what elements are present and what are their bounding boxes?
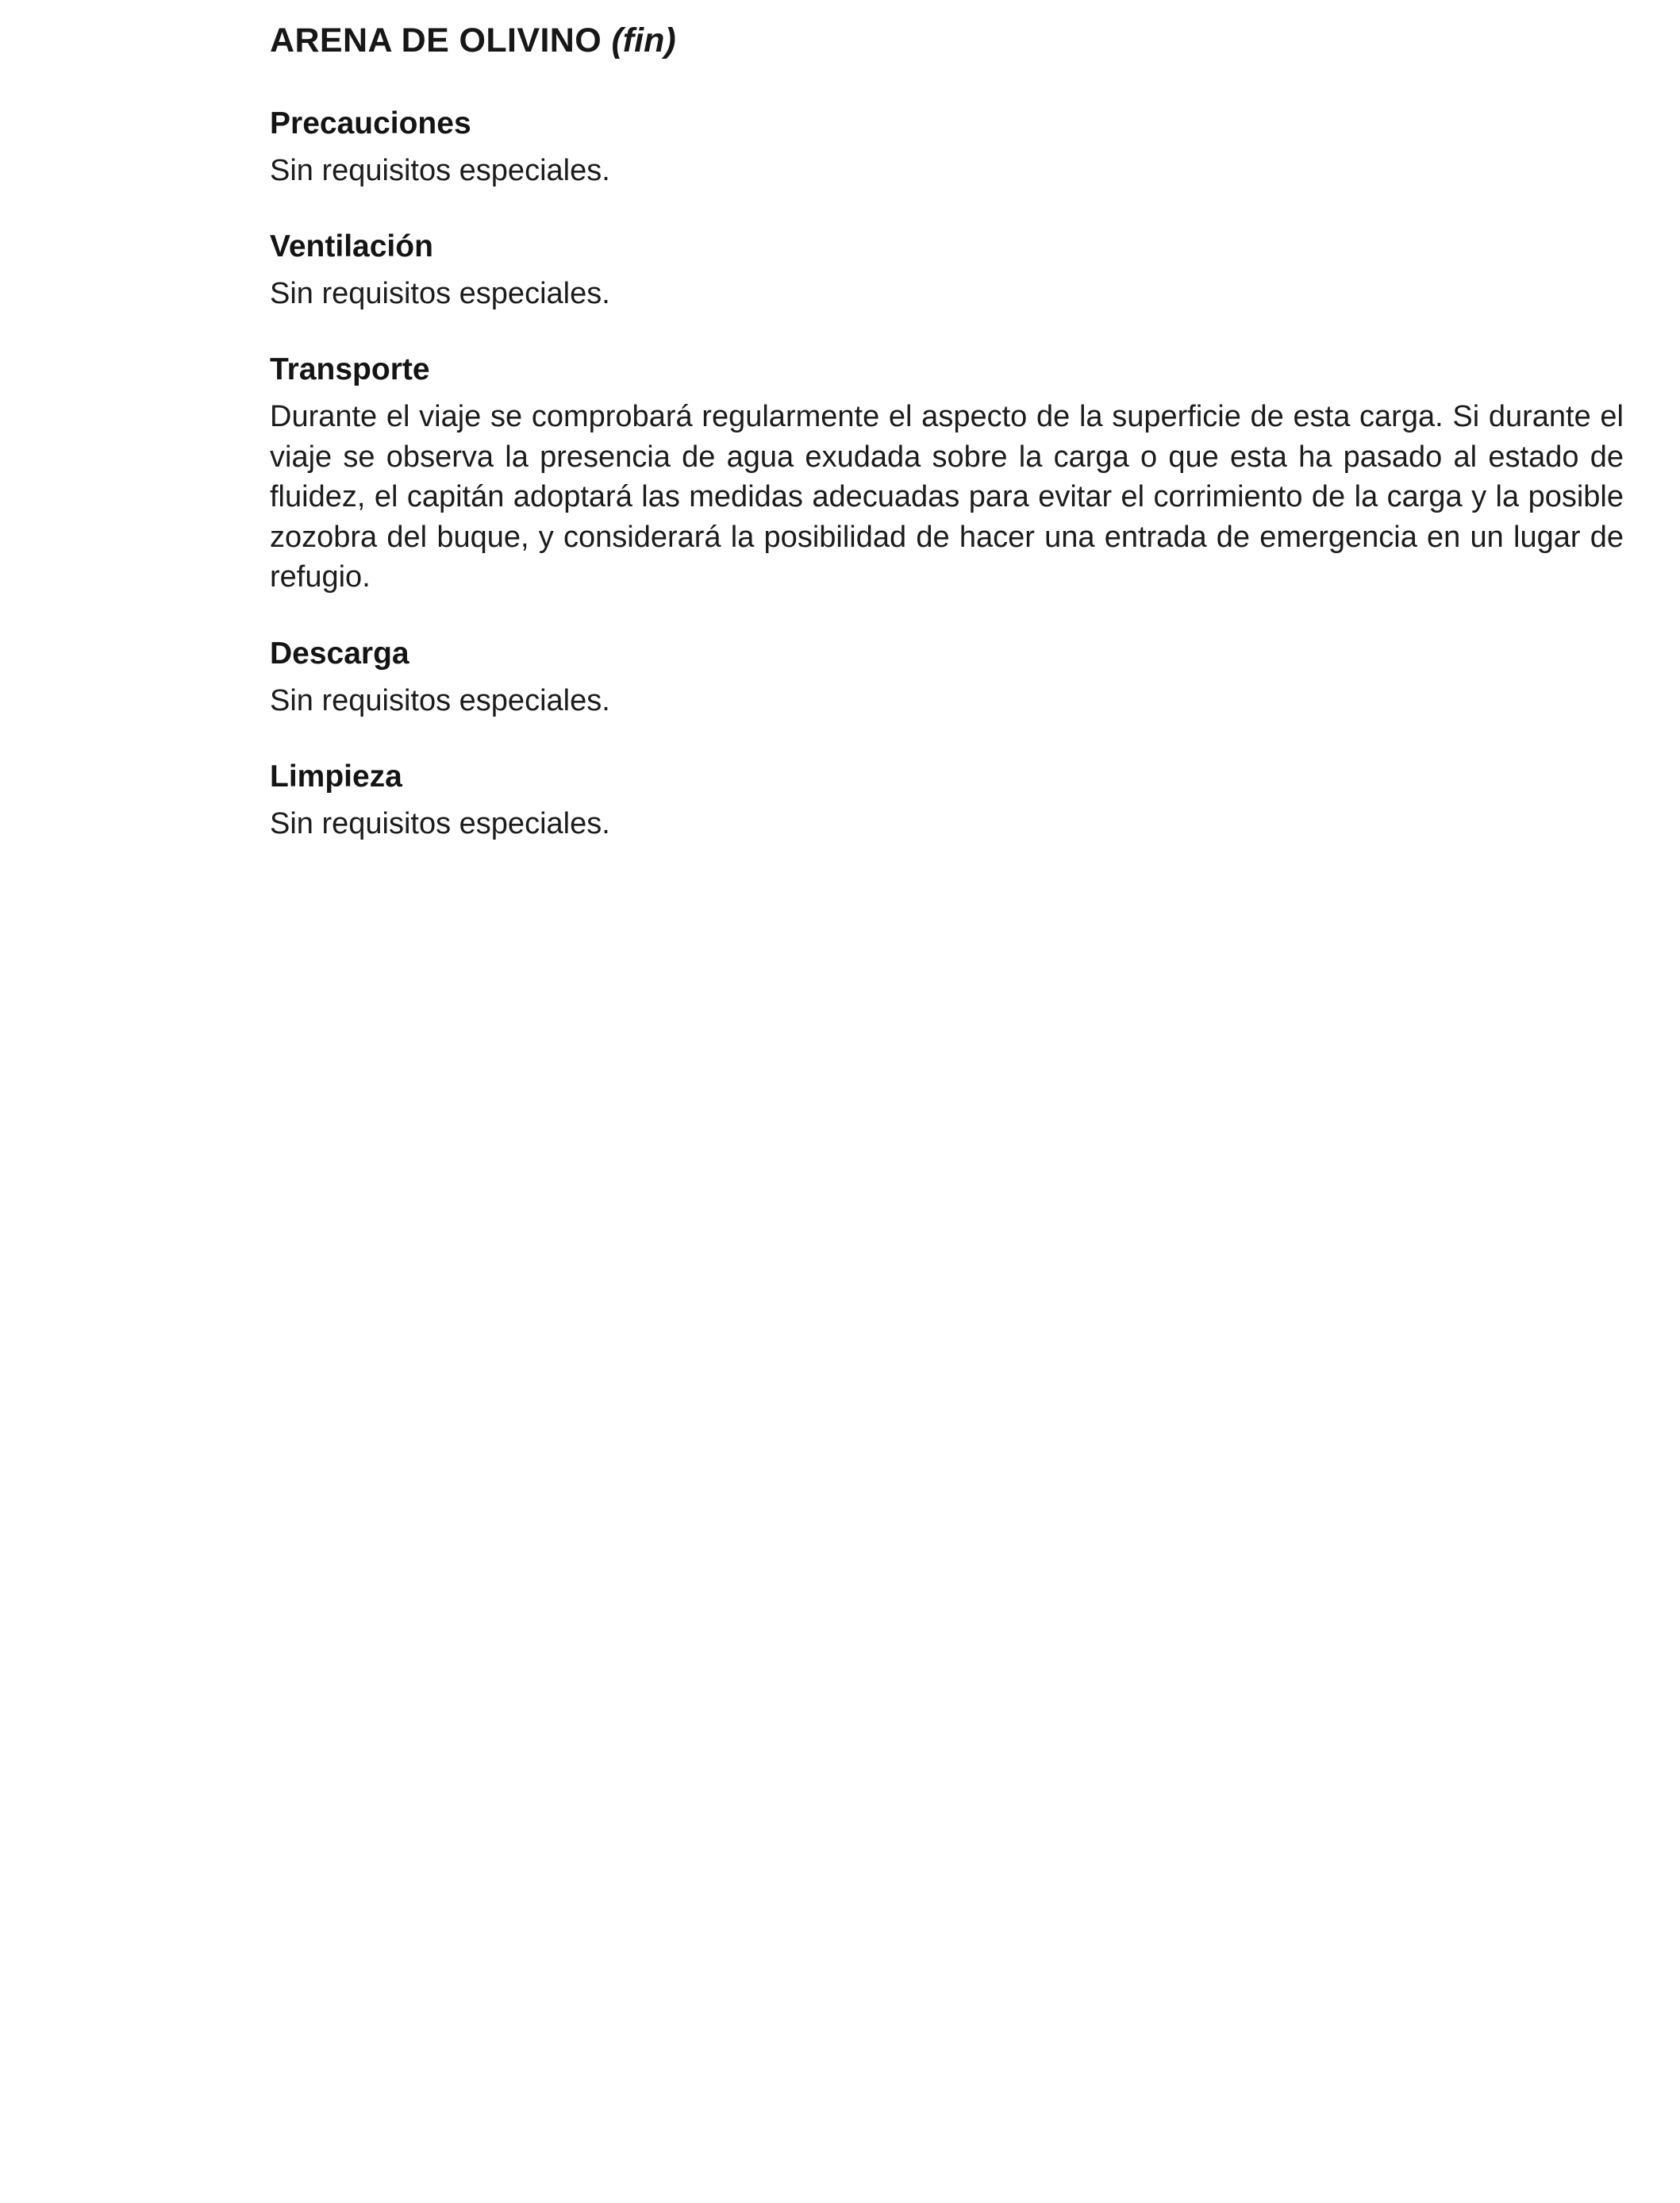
page-title-suffix: (fin) <box>611 21 676 60</box>
section-heading-descarga: Descarga <box>270 636 409 671</box>
section-heading-precauciones: Precauciones <box>270 106 471 140</box>
section-heading-transporte: Transporte <box>270 352 430 387</box>
section-body-descarga: Sin requisitos especiales. <box>270 683 610 717</box>
section-ventilacion <box>270 229 1627 313</box>
section-body-ventilacion: Sin requisitos especiales. <box>270 276 610 310</box>
section-heading-ventilacion: Ventilación <box>270 229 433 264</box>
section-precauciones <box>270 106 1627 190</box>
section-limpieza <box>270 759 1627 844</box>
section-transporte <box>270 352 1627 597</box>
page-title <box>270 21 1627 61</box>
section-body-precauciones: Sin requisitos especiales. <box>270 153 610 187</box>
section-body-transporte: Durante el viaje se comprobará regularmente el aspecto de la superficie de esta carga. Si durante el viaje se observa la presencia de agua exudada sobre la carga o que esta ha pasado al estado de fluidez, el capitán adoptará las medidas adecuadas para evitar el corrimiento de la carga y la posible zozobra del buque, y considerará la posibilidad de hacer una entrada de emergencia en un lugar de refugio. <box>270 400 1624 594</box>
page-content <box>270 21 1627 844</box>
section-descarga <box>270 636 1627 721</box>
page-title-main: ARENA DE OLIVINO <box>270 21 602 60</box>
section-body-limpieza: Sin requisitos especiales. <box>270 806 610 840</box>
section-heading-limpieza: Limpieza <box>270 759 402 794</box>
